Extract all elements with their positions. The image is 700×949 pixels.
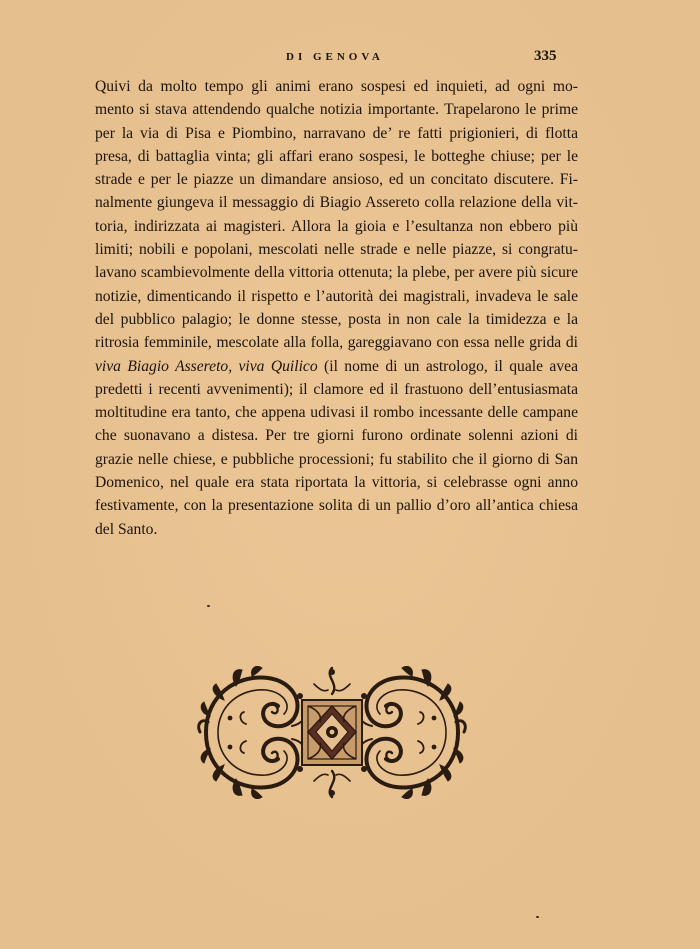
text-line: Domenico, nel quale era stata riportata la vittoria, si celebrasse ogni anno	[95, 474, 578, 492]
italic-exclamation: viva Biagio Assereto, viva Quilico	[95, 357, 318, 375]
body-text	[95, 75, 578, 541]
text-line: presa, di battaglia vinta; gli affari erano sospesi, le botteghe chiuse; per le	[95, 147, 578, 165]
page-number: 335	[534, 48, 557, 64]
text-line-rest: (il nome di un astrologo, il quale avea	[317, 357, 578, 375]
text-line: predetti i recenti avvenimenti); il clamore ed il frastuono dell’entusiasmata	[95, 380, 578, 398]
text-line: grazie nelle chiese, e pubbliche processioni; fu stabilito che il giorno di San	[95, 450, 578, 468]
text-line: ritrosia femminile, mescolate alla folla, gareggiavano con essa nelle grida di	[95, 334, 578, 352]
paper-speck	[207, 605, 210, 607]
running-head: DI GENOVA	[286, 51, 384, 63]
text-line: nalmente giungeva il messaggio di Biagio Assereto colla relazione della vit-	[95, 194, 578, 212]
text-line: che suonavano a distesa. Per tre giorni furono ordinate solenni azioni di	[95, 427, 578, 445]
text-line: limiti; nobili e popolani, mescolati nelle strade e nelle piazze, si congratu-	[95, 241, 578, 259]
text-line: toria, indirizzata ai magisteri. Allora la gioia e l’esultanza non ebbero più	[95, 217, 578, 235]
text-line: festivamente, con la presentazione solita di un pallio d’oro all’antica chiesa	[95, 497, 578, 515]
floral-tailpiece-ornament-icon	[196, 666, 468, 799]
text-line: per la via di Pisa e Piombino, narravano de’ re fatti prigionieri, di flotta	[95, 124, 578, 142]
text-line: mento si stava attendendo qualche notizia importante. Trapelarono le prime	[95, 101, 578, 119]
paper-speck	[536, 916, 539, 918]
text-line	[95, 355, 578, 378]
text-line: notizie, dimenticando il rispetto e l’autorità dei magistrali, invadeva le sale	[95, 287, 578, 305]
text-line: Quivi da molto tempo gli animi erano sospesi ed inquieti, ad ogni mo-	[95, 78, 578, 95]
text-line: lavano scambievolmente della vittoria ottenuta; la plebe, per avere più sicure	[95, 264, 578, 282]
ornament-center-boss	[302, 700, 362, 765]
text-line: strade e per le piazze un dimandare ansioso, ed un concitato discutere. Fi-	[95, 171, 578, 189]
text-line: del Santo.	[95, 520, 158, 538]
text-line: del pubblico palagio; le donne stesse, posta in non cale la timidezza e la	[95, 310, 578, 328]
text-line: moltitudine era tanto, che appena udivasi il rombo incessante delle campane	[95, 404, 578, 422]
